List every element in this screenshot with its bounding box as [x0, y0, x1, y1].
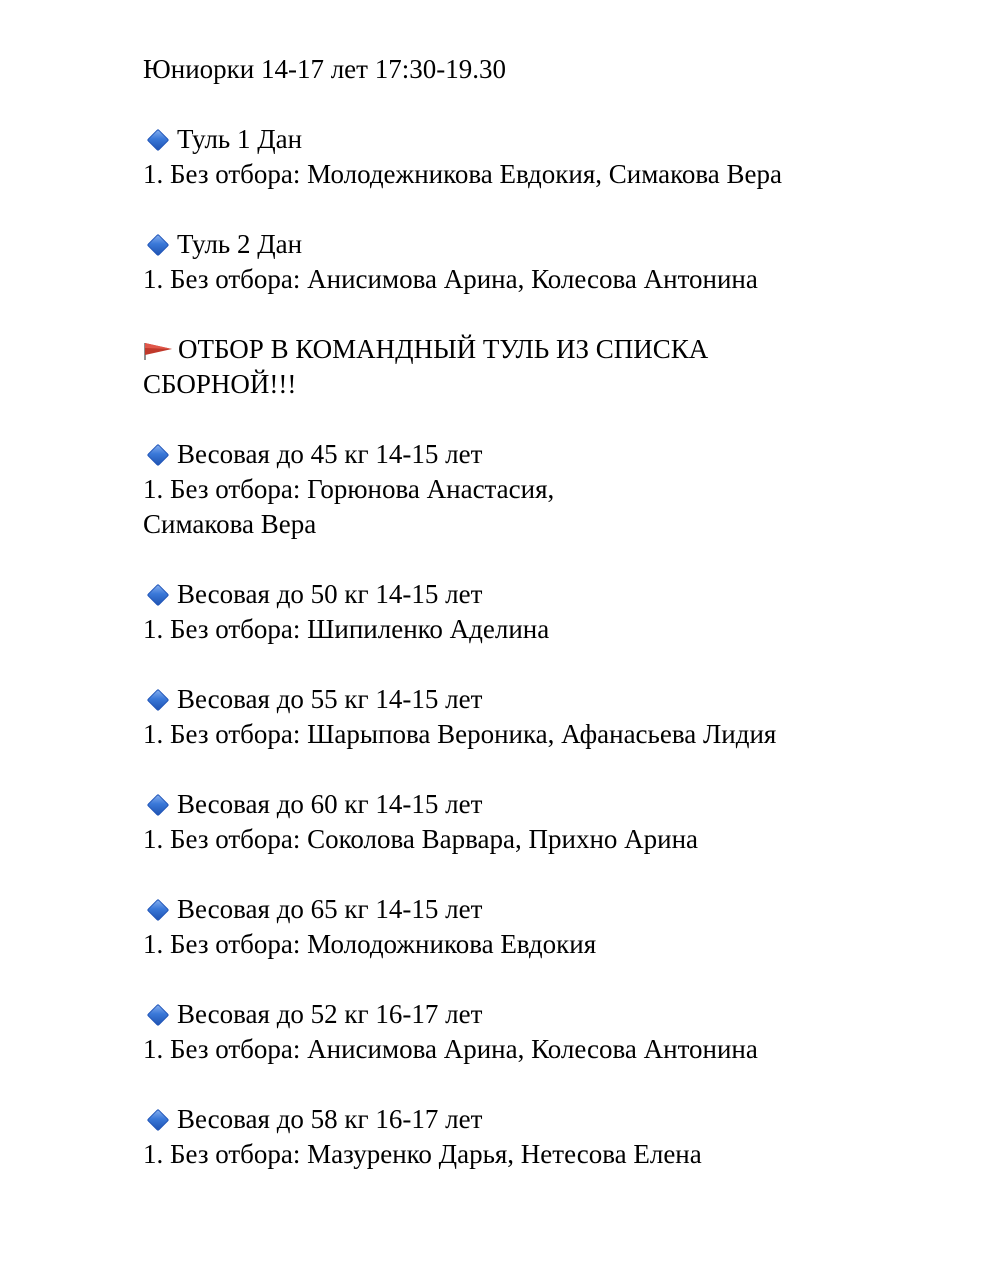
- blue-diamond-icon: [147, 899, 169, 921]
- warning-line-1: [143, 332, 823, 367]
- blue-diamond-icon: [147, 1004, 169, 1026]
- blue-diamond-icon: [147, 234, 169, 256]
- red-flag-icon: [143, 340, 173, 360]
- blue-diamond-icon: [147, 794, 169, 816]
- section-heading: [143, 787, 943, 822]
- warning-text-1: ОТБОР В КОМАНДНЫЙ ТУЛЬ ИЗ СПИСКА: [178, 334, 709, 364]
- blue-diamond-icon: [147, 689, 169, 711]
- section-weight-50: [143, 577, 943, 647]
- section-heading: [143, 437, 943, 472]
- section-heading-text: Весовая до 58 кг 16-17 лет: [177, 1104, 483, 1134]
- section-entry: 1. Без отбора: Молодожникова Евдокия: [143, 929, 597, 959]
- section-heading-text: Весовая до 50 кг 14-15 лет: [177, 579, 483, 609]
- warning-text-2: СБОРНОЙ!!!: [143, 369, 297, 399]
- section-heading: [143, 892, 943, 927]
- section-weight-58: [143, 1102, 943, 1172]
- blue-diamond-icon: [147, 584, 169, 606]
- section-heading-text: Весовая до 45 кг 14-15 лет: [177, 439, 483, 469]
- section-heading: [143, 682, 943, 717]
- section-heading: [143, 122, 943, 157]
- section-entry: 1. Без отбора: Анисимова Арина, Колесова Антонина: [143, 264, 758, 294]
- section-heading-text: Туль 2 Дан: [177, 229, 303, 259]
- section-heading: [143, 997, 943, 1032]
- section-heading-text: Весовая до 60 кг 14-15 лет: [177, 789, 483, 819]
- section-heading: [143, 227, 943, 262]
- section-entry: 1. Без отбора: Соколова Варвара, Прихно Арина: [143, 824, 699, 854]
- section-heading-text: Весовая до 55 кг 14-15 лет: [177, 684, 483, 714]
- section-entry: 1. Без отбора: Шарыпова Вероника, Афанасьева Лидия: [143, 719, 777, 749]
- section-heading-text: Весовая до 52 кг 16-17 лет: [177, 999, 483, 1029]
- section-heading-text: Весовая до 65 кг 14-15 лет: [177, 894, 483, 924]
- section-weight-45: [143, 437, 943, 542]
- blue-diamond-icon: [147, 444, 169, 466]
- blue-diamond-icon: [147, 129, 169, 151]
- section-entry: 1. Без отбора: Мазуренко Дарья, Нетесова Елена: [143, 1139, 702, 1169]
- section-weight-65: [143, 892, 943, 962]
- section-heading-text: Туль 1 Дан: [177, 124, 303, 154]
- section-heading: [143, 1102, 943, 1137]
- section-entry: 1. Без отбора: Горюнова Анастасия,: [143, 474, 555, 504]
- section-weight-55: [143, 682, 943, 752]
- team-tul-warning: [143, 332, 823, 402]
- document-title: Юниорки 14-17 лет 17:30-19.30: [143, 54, 506, 84]
- document-page: [143, 52, 943, 1172]
- section-heading: [143, 577, 943, 612]
- section-tul-2-dan: [143, 227, 943, 297]
- section-entry: 1. Без отбора: Молодежникова Евдокия, Симакова Вера: [143, 159, 782, 189]
- section-entry: 1. Без отбора: Шипиленко Аделина: [143, 614, 550, 644]
- section-entry-continued: Симакова Вера: [143, 509, 317, 539]
- blue-diamond-icon: [147, 1109, 169, 1131]
- section-tul-1-dan: [143, 122, 943, 192]
- section-entry: 1. Без отбора: Анисимова Арина, Колесова Антонина: [143, 1034, 758, 1064]
- section-weight-52: [143, 997, 943, 1067]
- section-weight-60: [143, 787, 943, 857]
